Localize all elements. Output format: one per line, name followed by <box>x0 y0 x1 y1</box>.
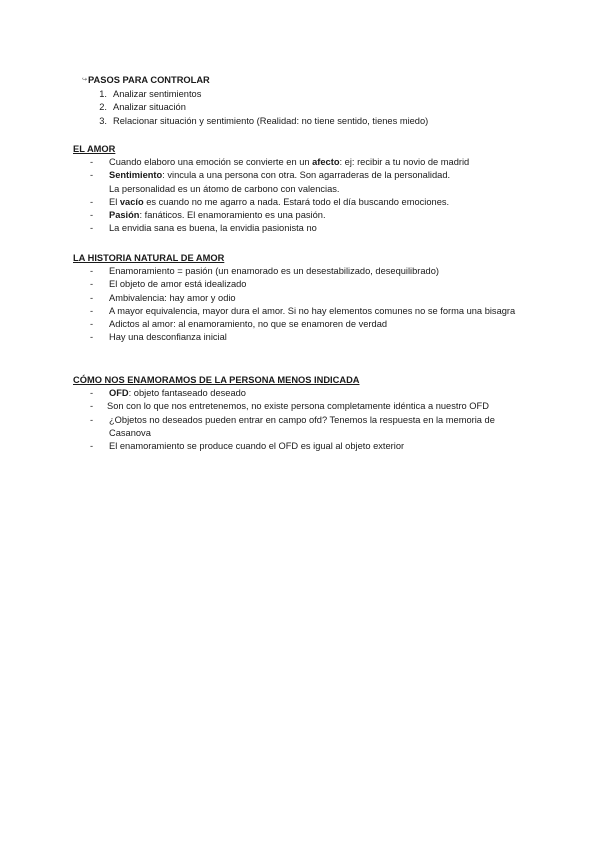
bullet-dash: - <box>90 305 94 316</box>
bullet-dash: - <box>90 266 94 276</box>
amor-list <box>73 156 533 236</box>
bullet-dash: - <box>90 332 94 343</box>
list-item: - Sentimiento: vincula a una persona con otra. Son agarraderas de la personalidad. La personalidad es un átomo de carbono con valencias. <box>73 169 533 196</box>
section-amor <box>73 143 533 156</box>
bullet-dash: - <box>90 319 94 330</box>
list-item: - El enamoramiento se produce cuando el OFD es igual al objeto exterior <box>73 440 533 453</box>
section-como <box>73 374 533 387</box>
bullet-dash: - <box>90 388 94 398</box>
list-item: - Hay una desconfianza inicial <box>73 331 533 344</box>
list-item: - Enamoramiento = pasión (un enamorado es un desestabilizado, desequilibrado) <box>73 265 533 278</box>
list-text: Relacionar situación y sentimiento (Realidad: no tiene sentido, tienes miedo) <box>113 115 429 126</box>
bullet-dash: - <box>90 210 94 221</box>
section-title <box>82 74 542 87</box>
list-text: Analizar sentimientos <box>113 89 202 99</box>
list-number: 3. <box>99 115 107 126</box>
list-number: 2. <box>99 102 107 113</box>
bullet-dash: - <box>90 441 94 452</box>
historia-list <box>73 265 533 345</box>
list-item: - Cuando elaboro una emoción se convierte en un afecto: ej: recibir a tu novio de madrid <box>73 156 533 169</box>
list-number: 1. <box>99 89 107 99</box>
list-item: - Adictos al amor: al enamoramiento, no que se enamoren de verdad <box>73 318 533 331</box>
list-item: - Pasión: fanáticos. El enamoramiento es una pasión. <box>73 209 533 222</box>
pasos-list <box>73 88 533 128</box>
list-item <box>73 115 533 128</box>
list-item <box>73 101 533 114</box>
list-item: - El objeto de amor está idealizado <box>73 278 533 291</box>
section-title: LA HISTORIA NATURAL DE AMOR <box>73 253 225 263</box>
bullet-dash: - <box>90 279 94 290</box>
heading-text: PASOS PARA CONTROLAR <box>88 75 210 85</box>
bullet-dash: - <box>90 414 94 425</box>
bullet-dash: - <box>90 401 94 412</box>
list-item: - Son con lo que nos entretenemos, no existe persona completamente idéntica a nuestro OFD <box>73 400 533 413</box>
bullet-dash: - <box>90 196 94 207</box>
list-text: Analizar situación <box>113 102 186 113</box>
list-item: - La envidia sana es buena, la envidia pasionista no <box>73 222 533 235</box>
list-item: - A mayor equivalencia, mayor dura el amor. Si no hay elementos comunes no se forma una bisagra <box>73 305 533 318</box>
bullet-dash: - <box>90 170 94 181</box>
list-item <box>73 88 533 101</box>
bullet-dash: - <box>90 223 94 234</box>
section-title: EL AMOR <box>73 144 116 154</box>
como-list <box>73 387 533 453</box>
list-item: - Ambivalencia: hay amor y odio <box>73 292 533 305</box>
list-item: - ¿Objetos no deseados pueden entrar en campo ofd? Tenemos la respuesta en la memoria de Casanova <box>73 414 533 441</box>
bullet-dash: - <box>90 157 94 167</box>
arrow-icon: ↪ <box>82 77 88 83</box>
section-historia <box>73 252 533 265</box>
section-pasos <box>82 74 542 87</box>
list-item: - El vacío es cuando no me agarro a nada. Estará todo el día buscando emociones. <box>73 196 533 209</box>
bullet-dash: - <box>90 292 94 303</box>
list-item: - OFD: objeto fantaseado deseado <box>73 387 533 400</box>
section-title: CÓMO NOS ENAMORAMOS DE LA PERSONA MENOS INDICADA <box>73 375 360 385</box>
